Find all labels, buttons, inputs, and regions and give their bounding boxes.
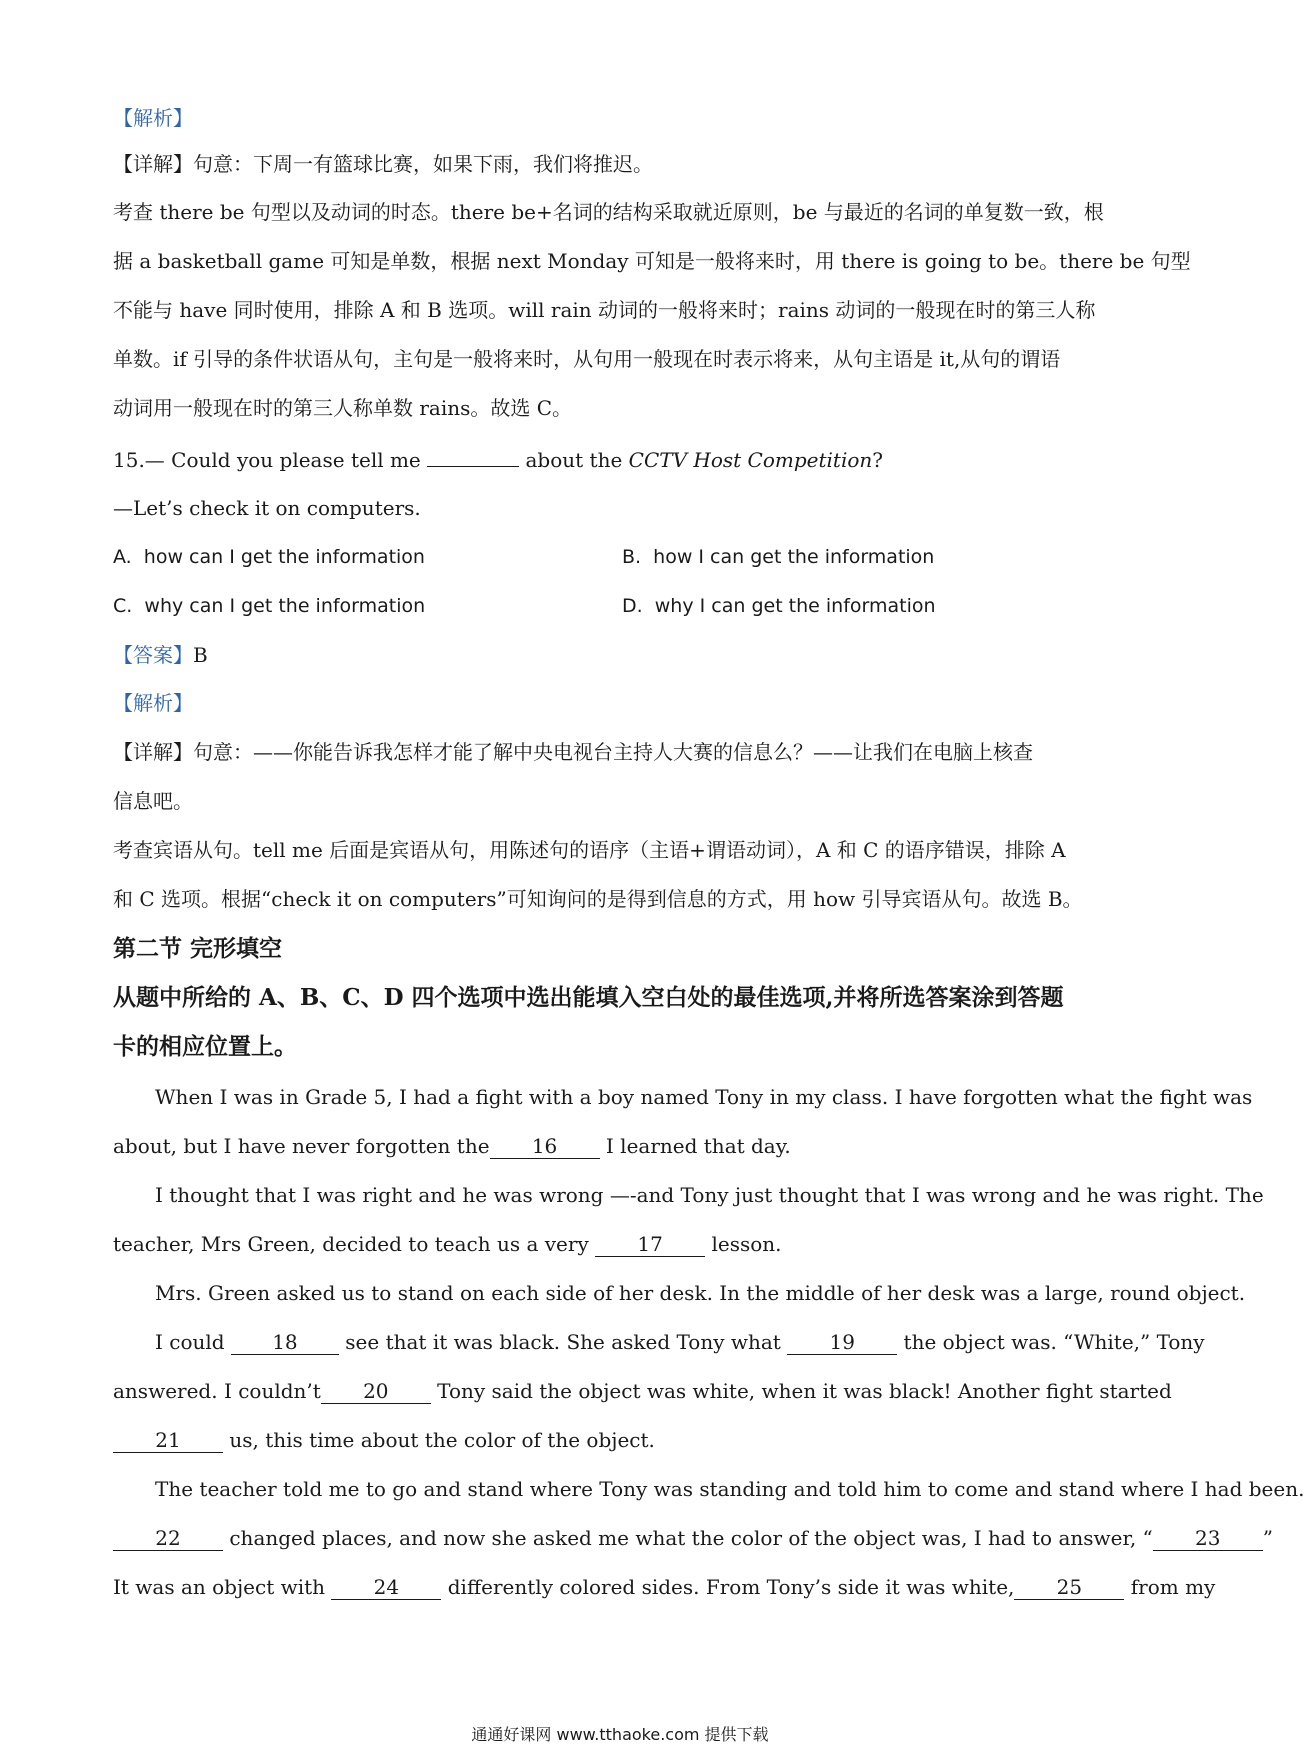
section-title: 第二节 完形填空 — [113, 935, 283, 962]
passage-text: differently colored sides. From Tony’s side it was white, — [441, 1575, 1015, 1599]
blank-25: 25 — [1014, 1575, 1124, 1600]
page-footer: 通通好课网 www.tthaoke.com 提供下载 — [471, 1725, 769, 1744]
option-letter: C. — [113, 595, 133, 617]
passage-line — [113, 1377, 1172, 1405]
passage-text: see that it was black. She asked Tony what — [338, 1330, 788, 1354]
question-stem — [113, 446, 1133, 474]
passage-line — [155, 1328, 1205, 1356]
analysis-line: 不能与 have 同时使用，排除 A 和 B 选项。will rain 动词的一般将来时；rains 动词的一般现在时的第三人称 — [113, 298, 1096, 322]
passage-line — [113, 1426, 1133, 1454]
detail-paragraph — [113, 738, 1133, 766]
option-letter: B. — [622, 546, 642, 568]
passage-text: I could — [155, 1330, 231, 1354]
passage-text: lesson. — [705, 1232, 782, 1256]
blank-16: 16 — [490, 1134, 600, 1159]
section-instruction: 从题中所给的 A、B、C、D 四个选项中选出能填入空白处的最佳选项,并将所选答案涂到答题 — [113, 984, 1064, 1011]
option-c — [113, 592, 425, 620]
analysis-line: 考查 there be 句型以及动词的时态。there be+名词的结构采取就近原则，be 与最近的名词的单复数一致，根 — [113, 200, 1104, 224]
option-b — [622, 543, 934, 571]
blank-24: 24 — [331, 1575, 441, 1600]
passage-line — [113, 1230, 1133, 1258]
blank-21: 21 — [113, 1428, 223, 1453]
passage-text: Tony said the object was white, when it was black! Another fight started — [430, 1379, 1172, 1403]
detail-text: 句意：下周一有篮球比赛，如果下雨，我们将推迟。 — [193, 152, 653, 176]
option-letter: A. — [113, 546, 132, 568]
blank-18: 18 — [231, 1330, 339, 1355]
passage-line: When I was in Grade 5, I had a fight with a boy named Tony in my class. I have forgotten what the fight was — [155, 1085, 1253, 1109]
analysis-label: 【解析】 — [113, 106, 193, 130]
stem-text: about the — [519, 448, 629, 472]
passage-text: answered. I couldn’t — [113, 1379, 321, 1403]
detail-paragraph-cont: 信息吧。 — [113, 789, 193, 813]
passage-text: about, but I have never forgotten the — [113, 1134, 490, 1158]
stem-text: 15.— Could you please tell me — [113, 448, 428, 472]
answer-value: B — [193, 643, 208, 667]
blank-23: 23 — [1153, 1526, 1263, 1551]
section-instruction: 卡的相应位置上。 — [113, 1033, 297, 1060]
detail-label: 【详解】 — [113, 740, 193, 764]
passage-text: us, this time about the color of the object. — [223, 1428, 655, 1452]
passage-line: The teacher told me to go and stand where Tony was standing and told him to come and stand where I had been. — [155, 1477, 1304, 1501]
passage-line — [113, 1573, 1216, 1601]
stem-italic-text: CCTV Host Competition — [628, 448, 873, 472]
option-a — [113, 543, 425, 571]
blank-17: 17 — [595, 1232, 705, 1257]
analysis-line: 和 C 选项。根据“check it on computers”可知询问的是得到信息的方式，用 how 引导宾语从句。故选 B。 — [113, 887, 1083, 911]
analysis-line: 考查宾语从句。tell me 后面是宾语从句，用陈述句的语序（主语+谓语动词），A 和 C 的语序错误，排除 A — [113, 838, 1066, 862]
passage-line — [113, 1132, 1133, 1160]
option-text: why I can get the information — [654, 595, 936, 617]
answer-line — [113, 641, 1133, 669]
detail-text: 句意：——你能告诉我怎样才能了解中央电视台主持人大赛的信息么？——让我们在电脑上核查 — [193, 740, 1033, 764]
option-text: how I can get the information — [653, 546, 935, 568]
blank-19: 19 — [787, 1330, 897, 1355]
detail-label: 【详解】 — [113, 152, 193, 176]
passage-line: Mrs. Green asked us to stand on each side of her desk. In the middle of her desk was a large, round object. — [155, 1281, 1246, 1305]
analysis-line: 据 a basketball game 可知是单数，根据 next Monday 可知是一般将来时，用 there is going to be。there be 句型 — [113, 249, 1191, 273]
passage-text: changed places, and now she asked me what the color of the object was, I had to answer, “ — [223, 1526, 1153, 1550]
passage-text: the object was. “White,” Tony — [897, 1330, 1205, 1354]
option-text: why can I get the information — [144, 595, 426, 617]
passage-line — [113, 1524, 1273, 1552]
analysis-line: 动词用一般现在时的第三人称单数 rains。故选 C。 — [113, 396, 573, 420]
passage-text: I learned that day. — [599, 1134, 791, 1158]
detail-paragraph — [113, 150, 1133, 178]
blank-20: 20 — [321, 1379, 431, 1404]
passage-text: teacher, Mrs Green, decided to teach us a very — [113, 1232, 596, 1256]
passage-text: from my — [1124, 1575, 1216, 1599]
option-text: how can I get the information — [143, 546, 425, 568]
blank-22: 22 — [113, 1526, 223, 1551]
passage-text: It was an object with — [113, 1575, 332, 1599]
answer-blank — [427, 466, 519, 467]
passage-text: ” — [1262, 1526, 1273, 1550]
option-d — [622, 592, 936, 620]
stem-text: ? — [872, 448, 883, 472]
question-reply: —Let’s check it on computers. — [113, 496, 421, 520]
answer-label: 【答案】 — [113, 643, 193, 667]
option-letter: D. — [622, 595, 643, 617]
passage-line: I thought that I was right and he was wrong —-and Tony just thought that I was wrong and he was right. The — [155, 1183, 1264, 1207]
analysis-line: 单数。if 引导的条件状语从句，主句是一般将来时，从句用一般现在时表示将来，从句主语是 it,从句的谓语 — [113, 347, 1061, 371]
analysis-label: 【解析】 — [113, 691, 193, 715]
